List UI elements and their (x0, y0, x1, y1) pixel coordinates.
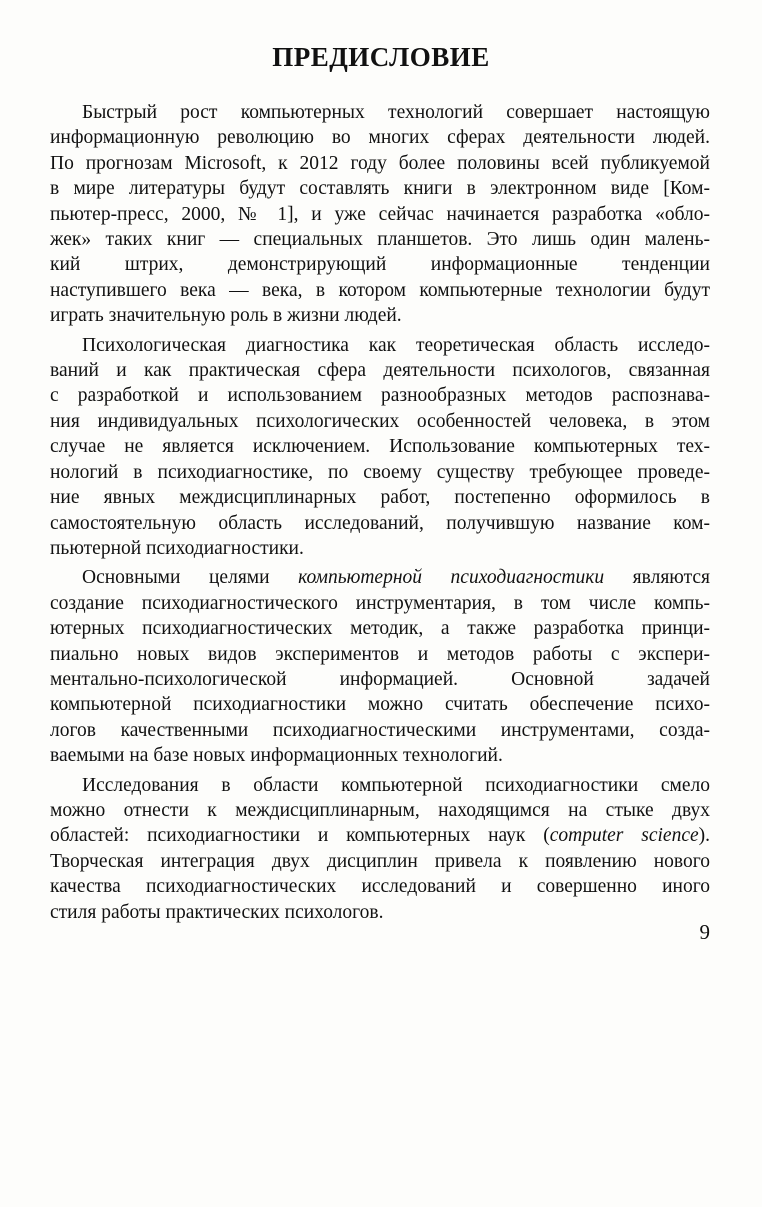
text-line: создание психодиагностического инструментария, в том числе компь- (50, 592, 710, 614)
text-line: в мире литературы будут составлять книги в электронном виде [Ком- (50, 178, 710, 200)
text-line: качества психодиагностических исследований и совершенно иного (50, 876, 710, 898)
text-line: ние явных междисциплинарных работ, постепенно оформилось в (50, 487, 710, 509)
text-line (50, 565, 710, 590)
text-run: являются (604, 567, 710, 589)
text-run: областей: психодиагностики и компьютерных наук ( (50, 825, 550, 847)
text-line: ния индивидуальных психологических особенностей человека, в этом (50, 410, 710, 432)
text-line: можно отнести к междисциплинарным, находящимся на стыке двух (50, 799, 710, 821)
text-line: с разработкой и использованием разнообразных методов распознава- (50, 385, 710, 407)
text-line: Психологическая диагностика как теоретическая область исследо- (82, 334, 710, 356)
text-line: ютерных психодиагностических методик, а также разработка принци- (50, 618, 710, 640)
text-line: самостоятельную область исследований, получившую название ком- (50, 512, 710, 534)
text-line: По прогнозам Microsoft, к 2012 году более половины всей публикуемой (50, 152, 710, 174)
text-line: пиально новых видов экспериментов и методов работы с экспери- (50, 643, 710, 665)
page-number: 9 (699, 920, 710, 944)
text-line: Исследования в области компьютерной психодиагностики смело (82, 774, 710, 796)
paragraph-3 (50, 565, 710, 768)
paragraph-2 (50, 333, 710, 562)
paragraph-1 (50, 100, 710, 329)
text-line: пьютерной психодиагностики. (50, 537, 304, 559)
body-text (50, 100, 710, 925)
text-line: играть значительную роль в жизни людей. (50, 305, 402, 327)
text-line: информационную революцию во многих сферах деятельности людей. (50, 127, 710, 149)
text-line (50, 823, 710, 848)
text-line: Быстрый рост компьютерных технологий совершает настоящую (82, 102, 710, 123)
text-line: жек» таких книг — специальных планшетов. Это лишь один малень- (50, 229, 710, 251)
text-line: Творческая интеграция двух дисциплин привела к появлению нового (50, 850, 710, 872)
text-line: логов качественными психодиагностическими инструментами, созда- (50, 719, 710, 741)
text-line: компьютерной психодиагностики можно считать обеспечение психо- (50, 694, 710, 716)
text-line: стиля работы практических психологов. (50, 901, 384, 923)
text-line: наступившего века — века, в котором компьютерные технологии будут (50, 279, 710, 301)
text-line: ментально-психологической информацией. Основной задачей (50, 668, 710, 690)
text-run: Основными целями (82, 567, 299, 589)
paragraph-4 (50, 773, 710, 925)
text-run: ). (698, 825, 710, 847)
italic-term: computer science (549, 825, 699, 847)
text-line: кий штрих, демонстрирующий информационные тенденции (50, 254, 710, 276)
text-line: случае не является исключением. Использование компьютерных тех- (50, 436, 710, 458)
chapter-title: ПРЕДИСЛОВИЕ (272, 42, 490, 72)
text-line: пьютер-пресс, 2000, № 1], и уже сейчас начинается разработка «обло- (50, 203, 710, 225)
text-line: ваний и как практическая сфера деятельности психологов, связанная (50, 360, 710, 382)
italic-term: компьютерной психодиагностики (298, 567, 605, 589)
text-line: нологий в психодиагностике, по своему существу требующее проведе- (50, 461, 710, 483)
text-line: ваемыми на базе новых информационных технологий. (50, 745, 503, 767)
